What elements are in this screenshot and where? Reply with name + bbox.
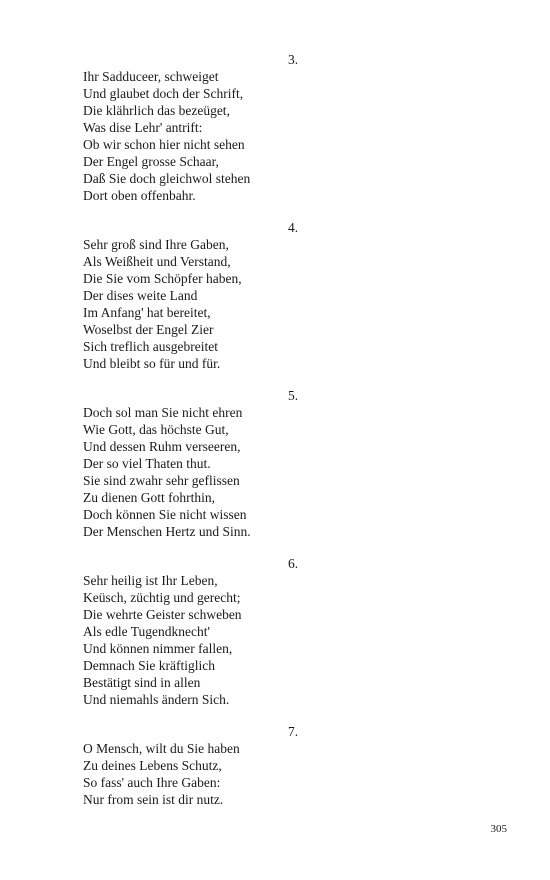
- verse-line: Der Menschen Hertz und Sinn.: [83, 524, 251, 539]
- verse-line: Als edle Tugendknecht': [83, 624, 210, 639]
- verse-line: Und können nimmer fallen,: [83, 641, 233, 656]
- stanza-lines: [83, 236, 323, 372]
- stanza-lines: [83, 572, 323, 708]
- stanza-number: 6.: [288, 556, 299, 571]
- verse-line: Bestätigt sind in allen: [83, 675, 201, 690]
- verse-line: Und glaubet doch der Schrift,: [83, 86, 244, 101]
- verse-line: Der Engel grosse Schaar,: [83, 154, 219, 169]
- stanza-lines: [83, 740, 323, 808]
- verse-line: Die Sie vom Schöpfer haben,: [83, 271, 242, 286]
- stanza-number: 4.: [288, 220, 299, 235]
- verse-line: Die klährlich das bezeüget,: [83, 103, 230, 118]
- verse-line: So fass' auch Ihre Gaben:: [83, 775, 221, 790]
- verse-line: Der so viel Thaten thut.: [83, 456, 211, 471]
- verse-line: Die wehrte Geister schweben: [83, 607, 242, 622]
- stanza-number: 5.: [288, 388, 299, 403]
- verse-line: Und niemahls ändern Sich.: [83, 692, 230, 707]
- verse-line: Doch sol man Sie nicht ehren: [83, 405, 243, 420]
- page-number: 305: [490, 823, 507, 835]
- verse-line: Sehr heilig ist Ihr Leben,: [83, 573, 218, 588]
- verse-line: Ihr Sadduceer, schweiget: [83, 69, 219, 84]
- stanza-lines: [83, 68, 323, 204]
- verse-line: Zu dienen Gott fohrthin,: [83, 490, 215, 505]
- verse-line: Und bleibt so für und für.: [83, 356, 221, 371]
- verse-line: Zu deines Lebens Schutz,: [83, 758, 222, 773]
- verse-line: Im Anfang' hat bereitet,: [83, 305, 211, 320]
- verse-line: Sie sind zwahr sehr geflissen: [83, 473, 240, 488]
- verse-line: Doch können Sie nicht wissen: [83, 507, 247, 522]
- verse-line: Sich treflich ausgebreitet: [83, 339, 218, 354]
- verse-line: Keüsch, züchtig und gerecht;: [83, 590, 241, 605]
- verse-line: Woselbst der Engel Zier: [83, 322, 214, 337]
- verse-line: Daß Sie doch gleichwol stehen: [83, 171, 251, 186]
- verse-line: Der dises weite Land: [83, 288, 198, 303]
- verse-line: Demnach Sie kräftiglich: [83, 658, 215, 673]
- verse-line: Als Weißheit und Verstand,: [83, 254, 231, 269]
- stanza-number: 7.: [288, 724, 299, 739]
- verse-line: Und dessen Ruhm verseeren,: [83, 439, 241, 454]
- verse-line: Sehr groß sind Ihre Gaben,: [83, 237, 229, 252]
- verse-line: Nur from sein ist dir nutz.: [83, 792, 224, 807]
- stanza-lines: [83, 404, 323, 540]
- stanza-number: 3.: [288, 52, 299, 67]
- verse-line: Dort oben offenbahr.: [83, 188, 196, 203]
- verse-line: O Mensch, wilt du Sie haben: [83, 741, 240, 756]
- verse-line: Ob wir schon hier nicht sehen: [83, 137, 245, 152]
- verse-line: Was dise Lehr' antrift:: [83, 120, 203, 135]
- verse-line: Wie Gott, das höchste Gut,: [83, 422, 229, 437]
